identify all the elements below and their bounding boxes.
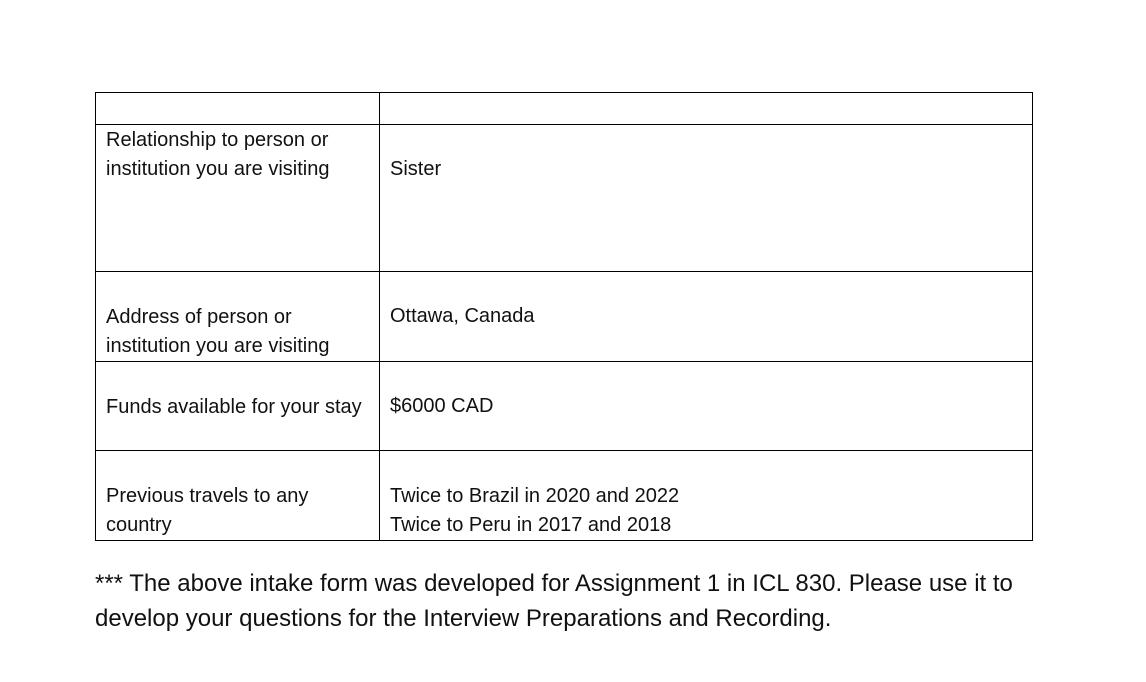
value-line: Twice to Peru in 2017 and 2018 (390, 514, 672, 536)
table-row-funds (96, 362, 1033, 451)
value-line: Sister (390, 158, 442, 180)
footnote: *** The above intake form was developed for Assignment 1 in ICL 830. Please use it to develop your questions for the Interview Preparations and Recording. (95, 570, 1013, 632)
table-row-relationship (96, 125, 1033, 272)
field-value-relationship (380, 125, 1033, 272)
field-value-address (380, 272, 1033, 362)
table-row-travels (96, 451, 1033, 541)
value-line: Ottawa, Canada (390, 305, 535, 327)
field-label-travels: Previous travels to any country (96, 451, 380, 541)
table-row-address (96, 272, 1033, 362)
field-value-cell (380, 93, 1033, 125)
intake-form-table (95, 92, 1033, 541)
field-label-cell (96, 93, 380, 125)
value-line: Twice to Brazil in 2020 and 2022 (390, 485, 680, 507)
field-label-relationship: Relationship to person or institution you are visiting (96, 125, 380, 272)
field-value-travels (380, 451, 1033, 541)
field-label-address: Address of person or institution you are visiting (96, 272, 380, 362)
field-value-funds (380, 362, 1033, 451)
table-row-empty (96, 93, 1033, 125)
field-label-funds: Funds available for your stay (96, 362, 380, 451)
value-line: $6000 CAD (390, 395, 494, 417)
